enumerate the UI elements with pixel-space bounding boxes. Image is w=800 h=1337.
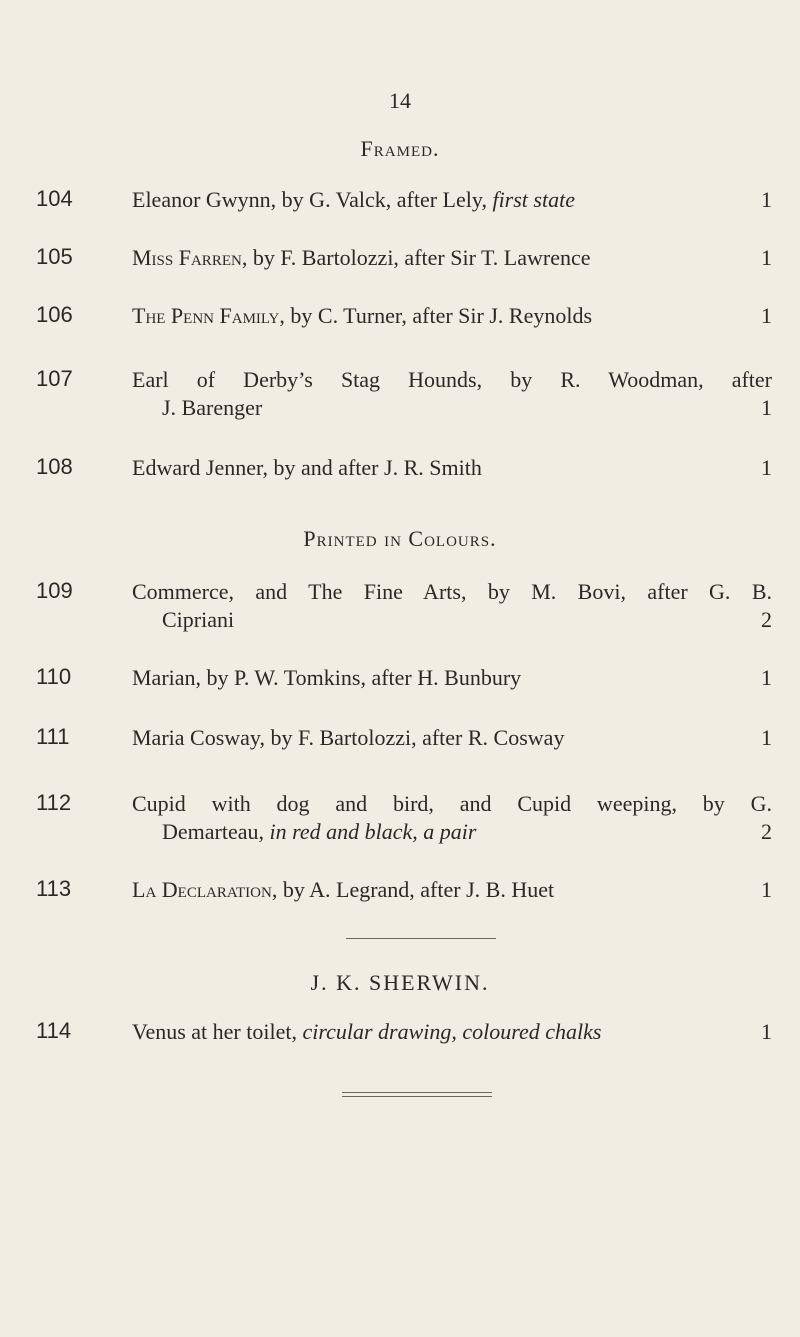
lot-line: [132, 366, 772, 394]
lot-line: [132, 244, 772, 272]
text-run: Edward Jenner, by and after J. R. Smith: [132, 455, 482, 480]
lot-description: [132, 724, 772, 752]
lot-line: [132, 876, 772, 904]
text-run: Cipriani: [162, 607, 235, 632]
lot-line: [132, 818, 772, 846]
lot-line-text: [132, 244, 591, 272]
lot-number: 108: [36, 454, 73, 479]
lot-line: [132, 454, 772, 482]
lot-line-text: [132, 186, 575, 214]
section-heading-printed-in-colours: Printed in Colours.: [303, 526, 497, 551]
text-run: Earl of Derby’s Stag Hounds, by R. Woodman, after: [132, 367, 772, 392]
lot-line-text: [162, 606, 234, 634]
lot-line-text: [132, 367, 772, 392]
text-run: Eleanor Gwynn, by G. Valck, after Lely,: [132, 187, 493, 212]
lot-line: [132, 302, 772, 330]
lot-description: [132, 454, 772, 482]
lot-line-text: [132, 876, 554, 904]
lot-line: [132, 1018, 772, 1046]
text-run: Demarteau,: [162, 819, 270, 844]
lot-line: [132, 724, 772, 752]
lot-number: 106: [36, 302, 73, 327]
text-run: Cupid with dog and bird, and Cupid weeping, by G.: [132, 791, 772, 816]
text-run: J. Barenger: [162, 395, 263, 420]
text-run: Miss Farren: [132, 245, 242, 270]
lot-description: [132, 366, 772, 422]
lot-quantity: 1: [761, 395, 772, 420]
text-run: circular drawing, coloured chalks: [302, 1019, 602, 1044]
lot-line: [132, 606, 772, 634]
lot-description: [132, 302, 772, 330]
lot-line: [132, 664, 772, 692]
lot-description: [132, 664, 772, 692]
end-rule-double: [342, 1096, 492, 1097]
page-number: 14: [389, 88, 411, 113]
lot-line-text: [132, 791, 772, 816]
lot-number: 105: [36, 244, 73, 269]
lot-number: 109: [36, 578, 73, 603]
lot-line: [132, 790, 772, 818]
text-run: The Penn Family: [132, 303, 280, 328]
lot-line: [132, 394, 772, 422]
lot-line-text: [132, 579, 772, 604]
section-divider: [346, 938, 496, 939]
lot-line-text: [132, 664, 521, 692]
lot-quantity: 1: [761, 455, 772, 480]
text-run: Venus at her toilet,: [132, 1019, 303, 1044]
lot-description: [132, 876, 772, 904]
text-run: Commerce, and The Fine Arts, by M. Bovi, after G. B.: [132, 579, 772, 604]
lot-number: 110: [36, 664, 72, 689]
lot-quantity: 1: [761, 665, 772, 690]
lot-description: [132, 1018, 772, 1046]
lot-line-text: [162, 818, 476, 846]
lot-description: [132, 578, 772, 634]
lot-description: [132, 790, 772, 846]
text-run: La Declaration: [132, 877, 272, 902]
text-run: first state: [492, 187, 575, 212]
text-run: , by A. Legrand, after J. B. Huet: [271, 877, 555, 902]
lot-quantity: 2: [761, 607, 772, 632]
lot-line-text: [132, 454, 482, 482]
lot-number: 111: [36, 724, 70, 749]
section-heading-sherwin: J. K. SHERWIN.: [310, 970, 490, 995]
lot-line-text: [132, 724, 564, 752]
lot-quantity: 1: [761, 245, 772, 270]
text-run: , by F. Bartolozzi, after Sir T. Lawrence: [241, 245, 591, 270]
lot-line: [132, 578, 772, 606]
lot-description: [132, 244, 772, 272]
lot-number: 104: [36, 186, 73, 211]
lot-quantity: 1: [761, 725, 772, 750]
lot-line-text: [162, 394, 262, 422]
lot-number: 113: [36, 876, 72, 901]
text-run: in red and black, a pair: [269, 819, 477, 844]
lot-quantity: 1: [761, 187, 772, 212]
lot-quantity: 1: [761, 303, 772, 328]
lot-quantity: 1: [761, 877, 772, 902]
lot-number: 112: [36, 790, 72, 815]
text-run: , by C. Turner, after Sir J. Reynolds: [279, 303, 593, 328]
section-heading-framed: Framed.: [360, 136, 440, 161]
lot-number: 107: [36, 366, 73, 391]
lot-quantity: 1: [761, 1019, 772, 1044]
lot-line-text: [132, 302, 592, 330]
lot-description: [132, 186, 772, 214]
lot-number: 114: [36, 1018, 72, 1043]
lot-quantity: 2: [761, 819, 772, 844]
text-run: Maria Cosway, by F. Bartolozzi, after R. Cosway: [132, 725, 565, 750]
end-rule: [342, 1092, 492, 1093]
text-run: Marian, by P. W. Tomkins, after H. Bunbury: [132, 665, 522, 690]
lot-line-text: [132, 1018, 601, 1046]
lot-line: [132, 186, 772, 214]
